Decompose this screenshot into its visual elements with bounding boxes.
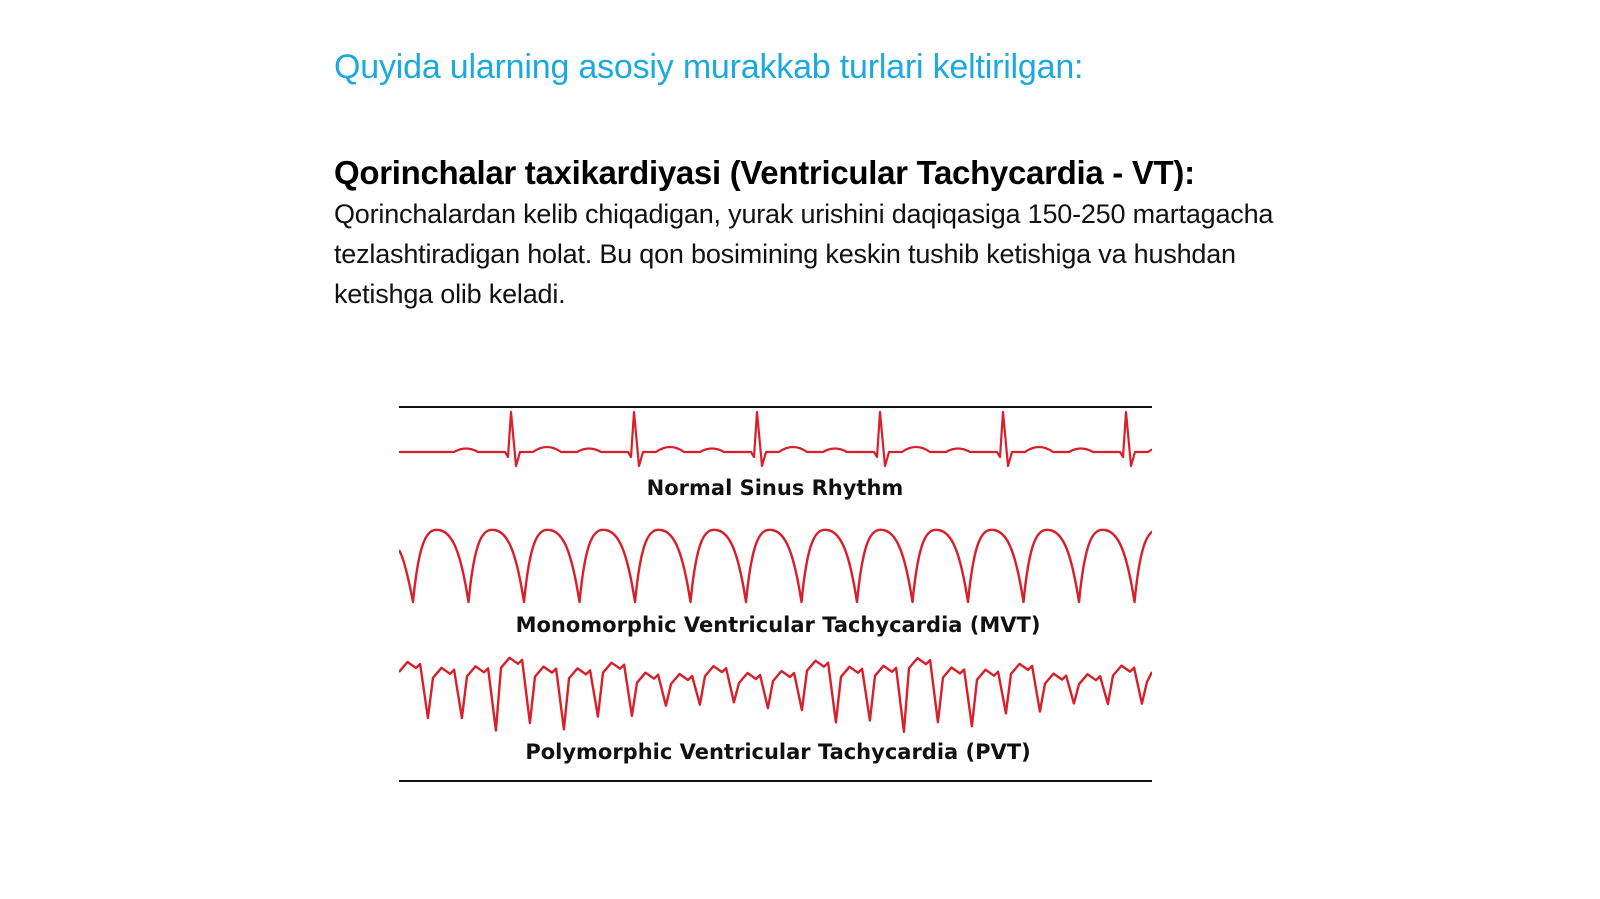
intro-heading: Quyida ularning asosiy murakkab turlari keltirilgan: bbox=[334, 48, 1084, 86]
normal-sinus-rhythm-label: Normal Sinus Rhythm bbox=[646, 476, 904, 500]
polymorphic-vt-trace bbox=[399, 658, 1152, 732]
section-body: Qorinchalardan kelib chiqadigan, yurak urishini daqiqasiga 150-250 martagacha tezlashtiradigan holat. Bu qon bosimining keskin tushib ketishiga va hushdan ketishga olib keladi. bbox=[334, 199, 1274, 309]
monomorphic-vt-label: Monomorphic Ventricular Tachycardia (MVT) bbox=[515, 613, 1041, 637]
polymorphic-vt-label: Polymorphic Ventricular Tachycardia (PVT) bbox=[525, 740, 1031, 764]
ecg-illustration bbox=[399, 400, 1152, 786]
section-title: Qorinchalar taxikardiyasi (Ventricular Tachycardia - VT): bbox=[334, 154, 1195, 191]
monomorphic-vt-trace bbox=[399, 530, 1152, 602]
vt-section bbox=[334, 152, 1274, 314]
normal-sinus-rhythm-trace bbox=[399, 412, 1152, 466]
ecg-figure bbox=[399, 400, 1152, 786]
